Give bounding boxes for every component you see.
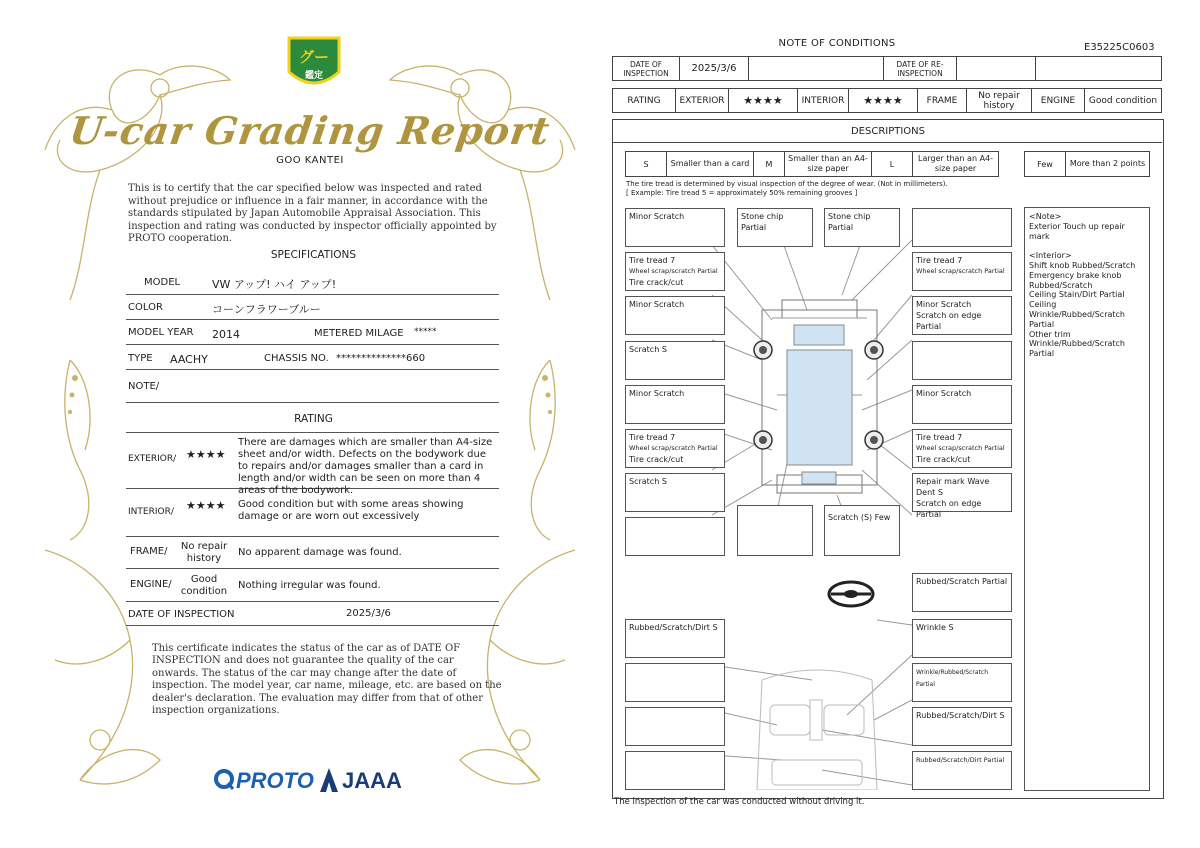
specifications-heading: SPECIFICATIONS	[270, 249, 357, 261]
tire-box-rear-right	[912, 429, 1012, 468]
condition-text: Scratch on edge Partial	[916, 311, 982, 331]
notes-text: <Note> Exterior Touch up repair mark <Interior> Shift knob Rubbed/Scratch Emergency brake knob Rubbed/Scratch Ceiling Stain/Dirt Partial Ceiling Wrinkle/Rubbed/Scratch Partial Other trim Wrinkle/Rubbed/Scratch Partial	[1029, 212, 1136, 359]
date-inspection-value: 2025/3/6	[680, 57, 749, 81]
legend-few-desc: More than 2 points	[1066, 152, 1150, 177]
goo-kantei-badge-icon	[285, 32, 343, 94]
bottom-note: The inspection of the car was conducted without driving it.	[614, 797, 865, 807]
exterior-stars: ★★★★	[186, 448, 226, 461]
noc-exterior-stars: ★★★★	[729, 89, 798, 113]
wheel-scrap: Wheel scrap/scratch Partial	[916, 444, 1005, 452]
type-value: AACHY	[170, 353, 208, 366]
condition-box-right-5	[912, 385, 1012, 424]
tread-note-line: The tire tread is determined by visual inspection of the degree of wear. (Not in millimeters).	[626, 180, 948, 188]
exterior-description: There are damages which are smaller than A4-size sheet and/or width. Defects on the bodywork due to repairs and/or damages smaller than a card in length and/or width can be seen on more than 4 areas of the bodywork.	[238, 437, 493, 496]
date-blank-2	[1036, 57, 1162, 81]
color-row	[126, 297, 499, 320]
legend-l-desc: Larger than an A4-size paper	[913, 152, 999, 177]
legend-l: L	[872, 152, 913, 177]
note-label: NOTE/	[128, 381, 160, 392]
date-blank-1	[749, 57, 884, 81]
noc-interior-stars: ★★★★	[849, 89, 918, 113]
interior-rating-row	[126, 490, 499, 537]
condition-box-front-left	[625, 208, 725, 247]
tire-box-front-left	[625, 252, 725, 291]
descriptions-divider	[612, 142, 1162, 143]
interior-box-left-3	[625, 707, 725, 746]
tire-tread: Tire tread 7	[629, 256, 676, 265]
interior-box-left-1	[625, 619, 725, 658]
proto-brand: PROTO	[236, 768, 314, 793]
condition-text: Rubbed/Scratch/Dirt S	[916, 711, 1005, 720]
tread-example-line: [ Example: Tire tread 5 = approximately 50% remaining grooves ]	[626, 189, 858, 197]
certificate	[40, 20, 580, 820]
noc-engine-label: ENGINE	[1032, 89, 1085, 113]
legend-m-desc: Smaller than an A4-size paper	[785, 152, 872, 177]
engine-label: ENGINE/	[130, 579, 172, 590]
condition-box-right-7	[912, 473, 1012, 519]
steering-wheel-icon	[826, 579, 876, 609]
type-row	[126, 347, 499, 370]
tire-tread: Tire tread 7	[916, 256, 963, 265]
interior-stars: ★★★★	[186, 499, 226, 512]
date-reinspection-label: DATE OF RE-INSPECTION	[884, 57, 957, 81]
interior-label: INTERIOR/	[128, 507, 174, 517]
frame-value: No repair history	[180, 541, 228, 564]
wheel-scrap: Wheel scrap/scratch Partial	[629, 444, 718, 452]
condition-text: Stone chip Partial	[741, 212, 784, 232]
noc-exterior-label: EXTERIOR	[676, 89, 729, 113]
condition-text: Scratch (S) Few	[828, 513, 891, 522]
inspection-date-label: DATE OF INSPECTION	[128, 609, 235, 620]
condition-box-left-7	[625, 473, 725, 512]
condition-text: Scratch S	[629, 345, 667, 354]
noc-frame-label: FRAME	[918, 89, 967, 113]
inspection-date-value: 2025/3/6	[346, 608, 391, 619]
engine-rating-row	[126, 571, 499, 602]
chassis-label: CHASSIS NO.	[264, 353, 329, 364]
condition-text: Wrinkle/Rubbed/Scratch Partial	[916, 669, 988, 688]
noc-rating-label: RATING	[613, 89, 676, 113]
noc-title: NOTE OF CONDITIONS	[778, 38, 896, 49]
exterior-label: EXTERIOR/	[128, 454, 177, 464]
mileage-label: METERED MILAGE	[314, 328, 404, 339]
tire-tread: Tire tread 7	[629, 433, 676, 442]
wheel-scrap: Wheel scrap/scratch Partial	[916, 267, 1005, 275]
frame-description: No apparent damage was found.	[238, 547, 402, 558]
condition-text: Scratch on edge Partial	[916, 499, 982, 519]
interior-box-right-4	[912, 751, 1012, 790]
legend-few: Few	[1025, 152, 1066, 177]
rating-table	[612, 88, 1162, 113]
engine-description: Nothing irregular was found.	[238, 580, 381, 591]
noc-frame-value: No repair history	[967, 89, 1032, 113]
interior-box-right-3	[912, 707, 1012, 746]
condition-text: Repair mark Wave	[916, 477, 990, 486]
interior-box-left-4	[625, 751, 725, 790]
date-inspection-label: DATE OF INSPECTION	[613, 57, 680, 81]
model-value: VW アップ! ハイ アップ!	[212, 278, 337, 291]
condition-text: Minor Scratch	[629, 212, 685, 221]
legend-s-desc: Smaller than a card	[667, 152, 754, 177]
model-row	[126, 272, 499, 295]
note-row	[126, 372, 499, 403]
condition-text: Minor Scratch	[629, 389, 685, 398]
condition-box-right-4	[912, 341, 1012, 380]
noc-interior-label: INTERIOR	[798, 89, 849, 113]
condition-box-left-4	[625, 341, 725, 380]
svg-text:鑑定: 鑑定	[304, 71, 324, 81]
condition-text: Wrinkle S	[916, 623, 954, 632]
condition-text: Minor Scratch	[916, 389, 972, 398]
svg-text:グー: グー	[298, 48, 330, 66]
engine-value: Good condition	[180, 574, 228, 597]
wheel-scrap: Wheel scrap/scratch Partial	[629, 267, 718, 275]
noc-engine-value: Good condition	[1085, 89, 1162, 113]
type-label: TYPE	[128, 353, 153, 364]
condition-box-right-3	[912, 296, 1012, 335]
condition-box-front-center-2	[824, 208, 900, 247]
model-year-value: 2014	[212, 328, 240, 341]
certificate-intro: This is to certify that the car specified below was inspected and rated without prejudice or influence in a fair manner, in accordance with the standards stipulated by Japan Automobile Appraisal Association. This inspection and rating was conducted by inspector officially appointed by PROTO cooperation.	[128, 183, 497, 244]
condition-text: Scratch S	[629, 477, 667, 486]
interior-box-left-2	[625, 663, 725, 702]
model-year-label: MODEL YEAR	[128, 327, 194, 338]
condition-box-rear-center-2	[824, 505, 900, 556]
size-legend-table	[625, 151, 999, 177]
notes-box	[1024, 207, 1150, 791]
legend-s: S	[626, 152, 667, 177]
frame-label: FRAME/	[130, 546, 168, 557]
condition-box-front-right	[912, 208, 1012, 247]
legend-m: M	[754, 152, 785, 177]
jaaa-logo-icon	[320, 768, 338, 792]
condition-box-rear-center	[737, 505, 813, 556]
condition-text: Rubbed/Scratch/Dirt S	[629, 623, 718, 632]
inspection-date-table	[612, 56, 1162, 81]
condition-box-left-5	[625, 385, 725, 424]
model-year-row	[126, 322, 499, 345]
tire-crack: Tire crack/cut	[629, 278, 684, 287]
condition-box-front-center	[737, 208, 813, 247]
jaaa-brand: JAAA	[342, 768, 402, 793]
descriptions-title: DESCRIPTIONS	[850, 126, 926, 137]
condition-text: Dent S	[916, 488, 943, 497]
color-label: COLOR	[128, 302, 163, 313]
interior-box-steering	[912, 573, 1012, 612]
condition-text: Minor Scratch	[916, 300, 972, 309]
tire-tread: Tire tread 7	[916, 433, 963, 442]
noc-code: E35225C0603	[1084, 42, 1155, 53]
rating-heading: RATING	[294, 413, 333, 425]
rating-divider	[126, 432, 499, 433]
color-value: コーンフラワーブルー	[212, 303, 321, 316]
certificate-title: U-car Grading Report	[66, 108, 554, 153]
tire-crack: Tire crack/cut	[916, 455, 971, 464]
interior-box-right-1	[912, 619, 1012, 658]
certificate-subtitle: GOO KANTEI	[276, 155, 344, 166]
condition-text: Stone chip Partial	[828, 212, 871, 232]
condition-text: Minor Scratch	[629, 300, 685, 309]
condition-text: Rubbed/Scratch Partial	[916, 577, 1008, 586]
tread-note	[626, 180, 948, 198]
tire-box-front-right	[912, 252, 1012, 291]
interior-description: Good condition but with some areas showing damage or are worn out excessively	[238, 499, 464, 522]
note-of-conditions	[612, 30, 1164, 820]
condition-box-rear-left	[625, 517, 725, 556]
few-legend-table	[1024, 151, 1150, 177]
inspection-date-row	[126, 603, 499, 626]
condition-text: Rubbed/Scratch/Dirt Partial	[916, 756, 1005, 764]
mileage-value: *****	[414, 327, 437, 337]
tire-box-rear-left	[625, 429, 725, 468]
frame-rating-row	[126, 538, 499, 569]
interior-box-right-2	[912, 663, 1012, 702]
model-label: MODEL	[144, 277, 181, 288]
tire-crack: Tire crack/cut	[629, 455, 684, 464]
date-reinspection-value	[957, 57, 1036, 81]
certificate-footer: This certificate indicates the status of the car as of DATE OF INSPECTION and does not guarantee the quality of the car onwards. The status of the car may change after the date of inspection. The model year, car name, mileage, etc. are based on the dealer's declaration. The evaluation may differ from that of other inspection organizations.	[152, 643, 502, 717]
condition-box-left-3	[625, 296, 725, 335]
exterior-rating-row	[126, 434, 499, 496]
proto-logo-icon	[214, 768, 234, 790]
chassis-value: **************660	[336, 353, 426, 364]
